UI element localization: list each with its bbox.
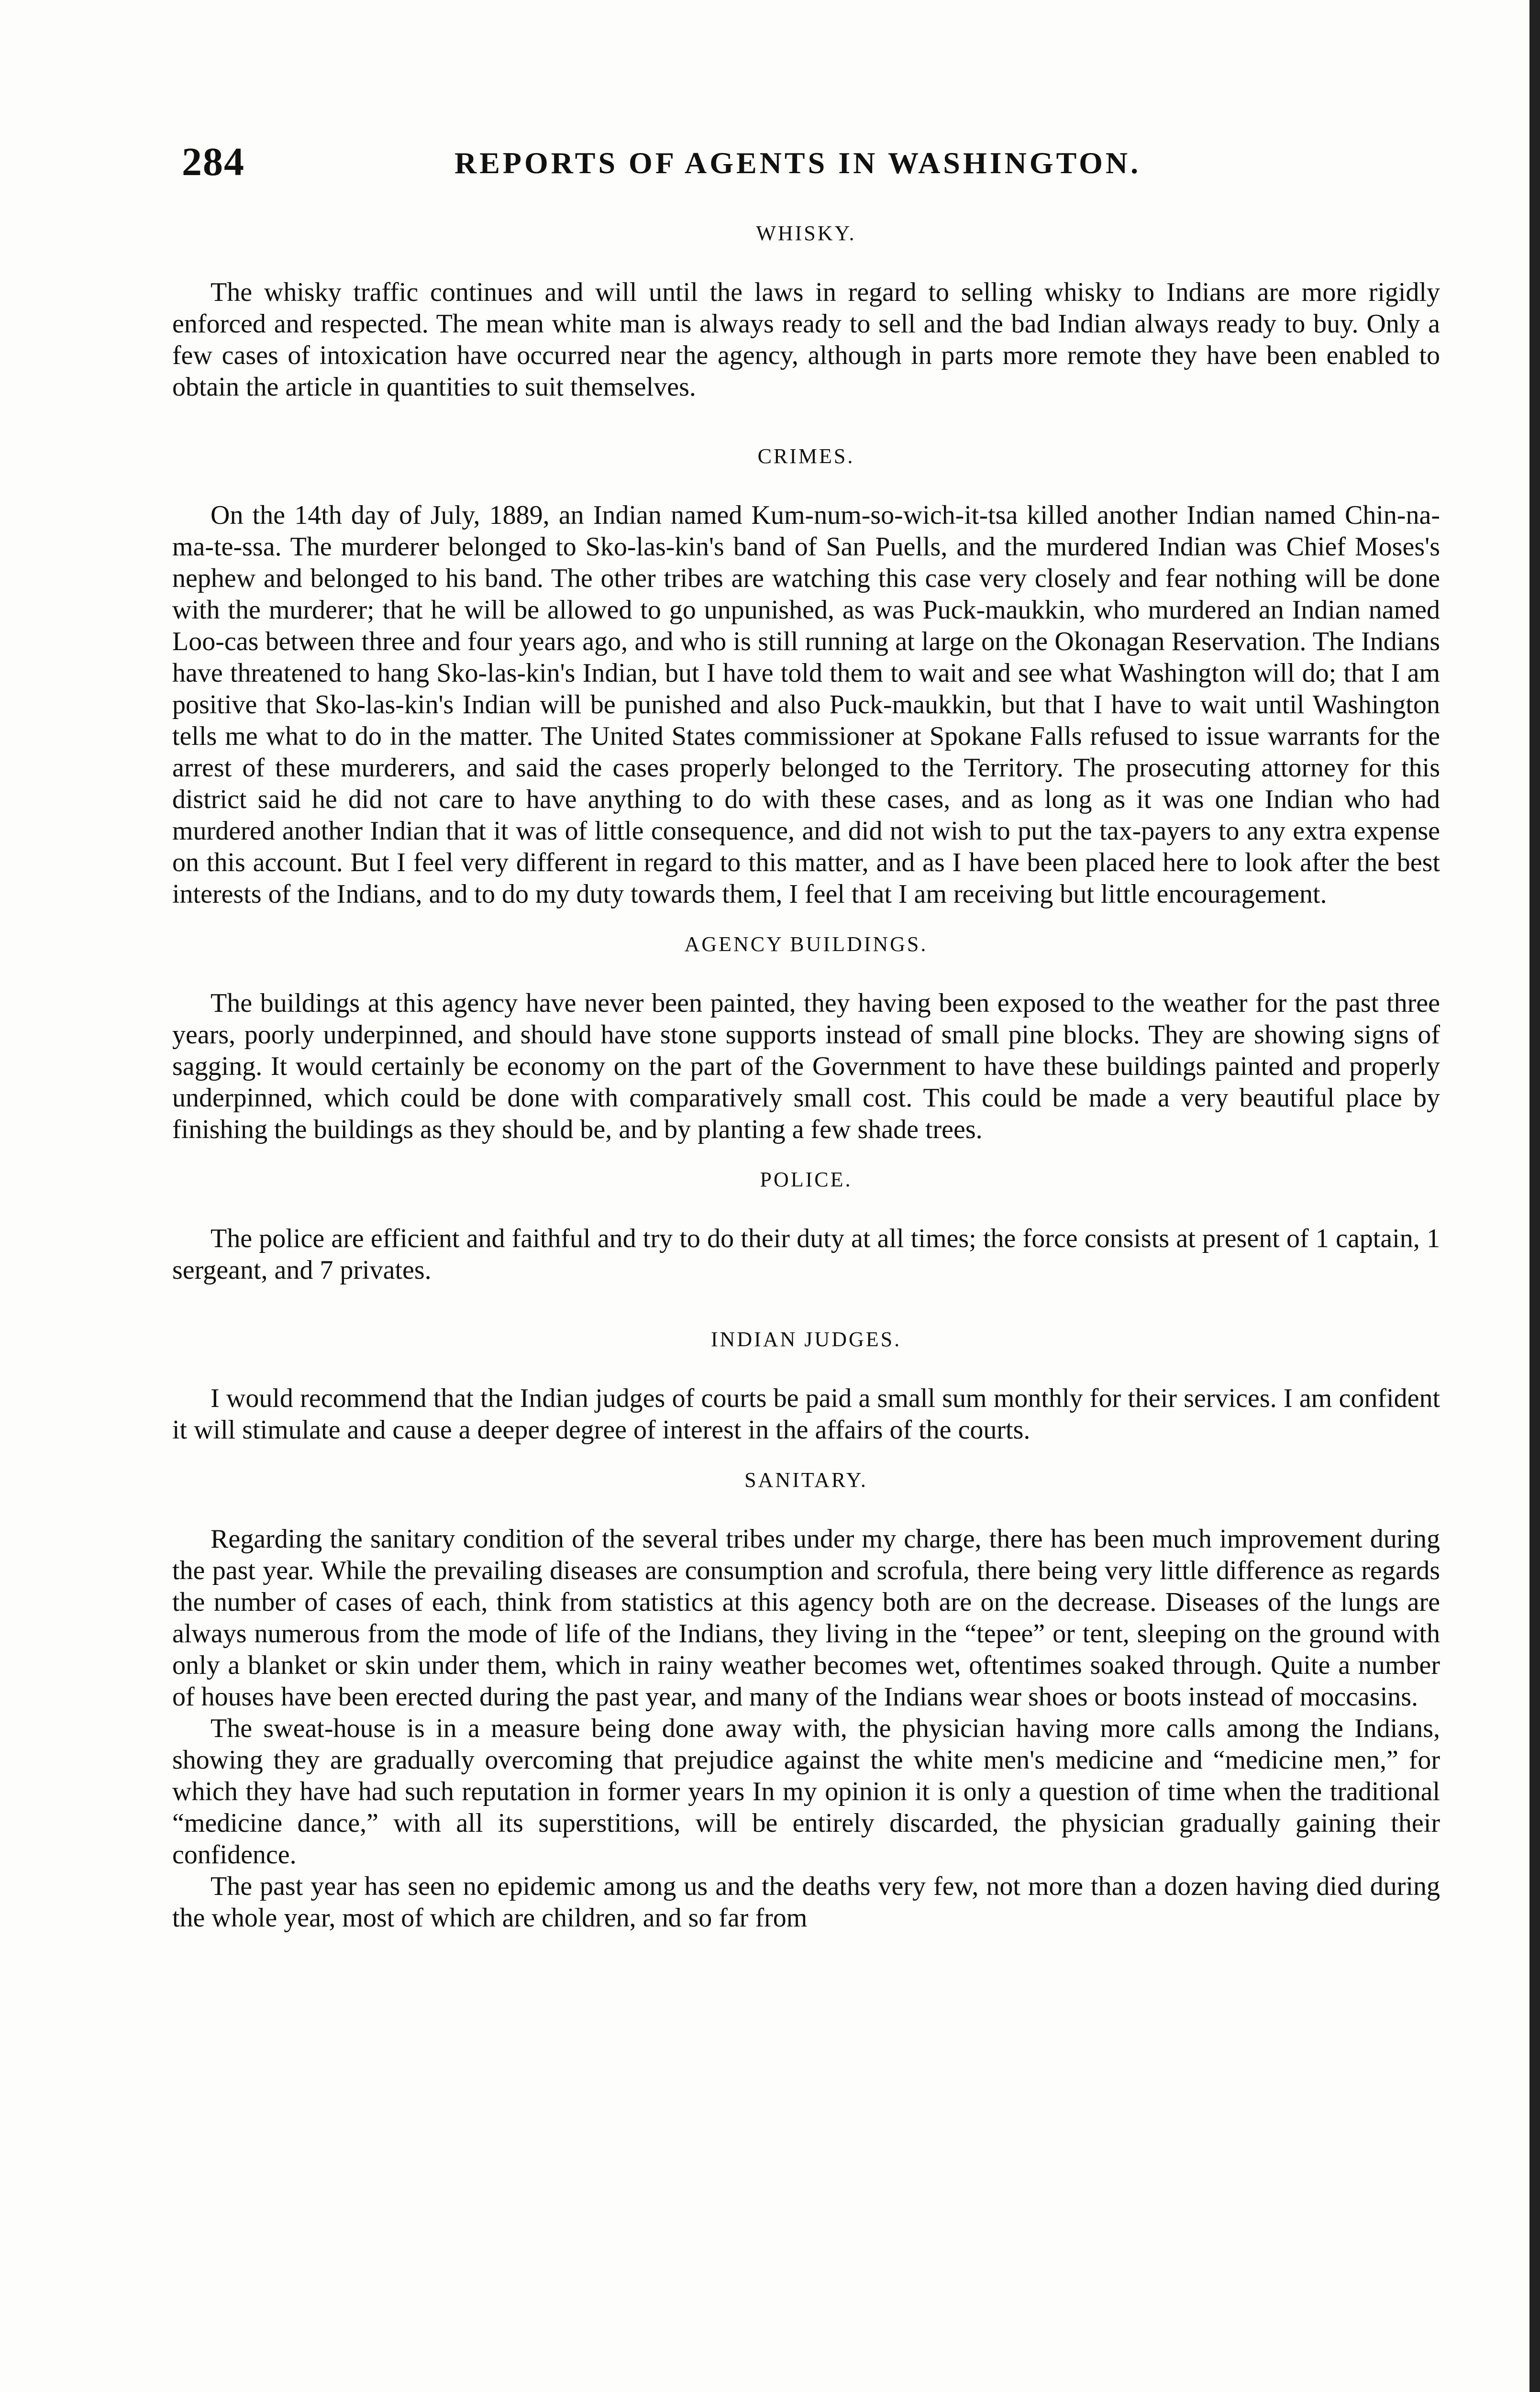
section-sanitary xyxy=(172,1467,1440,1934)
section-police xyxy=(172,1166,1440,1286)
section-crimes xyxy=(172,443,1440,910)
running-head-title: REPORTS OF AGENTS IN WASHINGTON. xyxy=(454,146,1141,180)
running-head xyxy=(182,139,1454,191)
paragraph: The past year has seen no epidemic among us and the deaths very few, not more than a dozen having died during the whole year, most of which are children, and so far from xyxy=(172,1872,1440,1933)
section-heading: SANITARY. xyxy=(744,1468,868,1492)
paragraph: I would recommend that the Indian judges of courts be paid a small sum monthly for their services. I am confident it will stimulate and cause a deeper degree of interest in the affairs of the courts. xyxy=(172,1384,1440,1445)
section-heading: INDIAN JUDGES. xyxy=(710,1328,902,1351)
report-body xyxy=(172,220,1440,1934)
section-heading: CRIMES. xyxy=(757,444,855,468)
paragraph: The sweat-house is in a measure being done away with, the physician having more calls among the Indians, showing they are gradually overcoming that prejudice against the white men's medicine and “medicine men,” for which they have had such reputation in former years In my opinion it is only a question of time when the traditional “medicine dance,” with all its superstitions, will be entirely discarded, the physician gradually gaining their confidence. xyxy=(172,1714,1440,1870)
section-agency-buildings xyxy=(172,931,1440,1145)
paragraph: On the 14th day of July, 1889, an Indian named Kum-num-so-wich-it-tsa killed another Indian named Chin-na-ma-te-ssa. The murderer belonged to Sko-las-kin's band of San Puells, and the murdered Indian was Chief Moses's nephew and belonged to his band. The other tribes are watching this case very closely and fear nothing will be done with the murderer; that he will be allowed to go unpunished, as was Puck-maukkin, who murdered an Indian named Loo-cas between three and four years ago, and who is still running at large on the Okonagan Reservation. The Indians have threatened to hang Sko-las-kin's Indian, but I have told them to wait and see what Washington will do; that I am positive that Sko-las-kin's Indian will be punished and also Puck-maukkin, but that I have to wait until Washington tells me what to do in the matter. The United States commissioner at Spokane Falls refused to issue warrants for the arrest of these murderers, and said the cases properly belonged to the Territory. The prosecuting attorney for this district said he did not care to have anything to do with these cases, and as long as it was one Indian who had murdered another Indian that it was of little consequence, and did not wish to put the tax-payers to any extra expense on this account. But I feel very different in regard to this matter, and as I have been placed here to look after the best interests of the Indians, and to do my duty towards them, I feel that I am receiving but little encouragement. xyxy=(172,500,1440,909)
section-heading: WHISKY. xyxy=(756,221,856,245)
section-heading: AGENCY BUILDINGS. xyxy=(684,932,928,956)
section-heading: POLICE. xyxy=(760,1168,853,1191)
section-indian-judges xyxy=(172,1326,1440,1446)
section-whisky xyxy=(172,220,1440,403)
paragraph: The whisky traffic continues and will until the laws in regard to selling whisky to Indians are more rigidly enforced and respected. The mean white man is always ready to sell and the bad Indian always ready to buy. Only a few cases of intoxication have occurred near the agency, although in parts more remote they have been enabled to obtain the article in quantities to suit themselves. xyxy=(172,277,1440,402)
paragraph: The buildings at this agency have never been painted, they having been exposed to the weather for the past three years, poorly underpinned, and should have stone supports instead of small pine blocks. They are showing signs of sagging. It would certainly be economy on the part of the Government to have these buildings painted and properly underpinned, which could be done with comparatively small cost. This could be made a very beautiful place by finishing the buildings as they should be, and by planting a few shade trees. xyxy=(172,988,1440,1144)
page-number: 284 xyxy=(182,140,245,184)
paragraph: Regarding the sanitary condition of the several tribes under my charge, there has been much improvement during the past year. While the prevailing diseases are consumption and scrofula, there being very little difference as regards the number of cases of each, think from statistics at this agency both are on the decrease. Diseases of the lungs are always numerous from the mode of life of the Indians, they living in the “tepee” or tent, sleeping on the ground with only a blanket or skin under them, which in rainy weather becomes wet, oftentimes soaked through. Quite a number of houses have been erected during the past year, and many of the Indians wear shoes or boots instead of moccasins. xyxy=(172,1524,1440,1712)
paragraph: The police are efficient and faithful and try to do their duty at all times; the force consists at present of 1 captain, 1 sergeant, and 7 privates. xyxy=(172,1224,1440,1285)
